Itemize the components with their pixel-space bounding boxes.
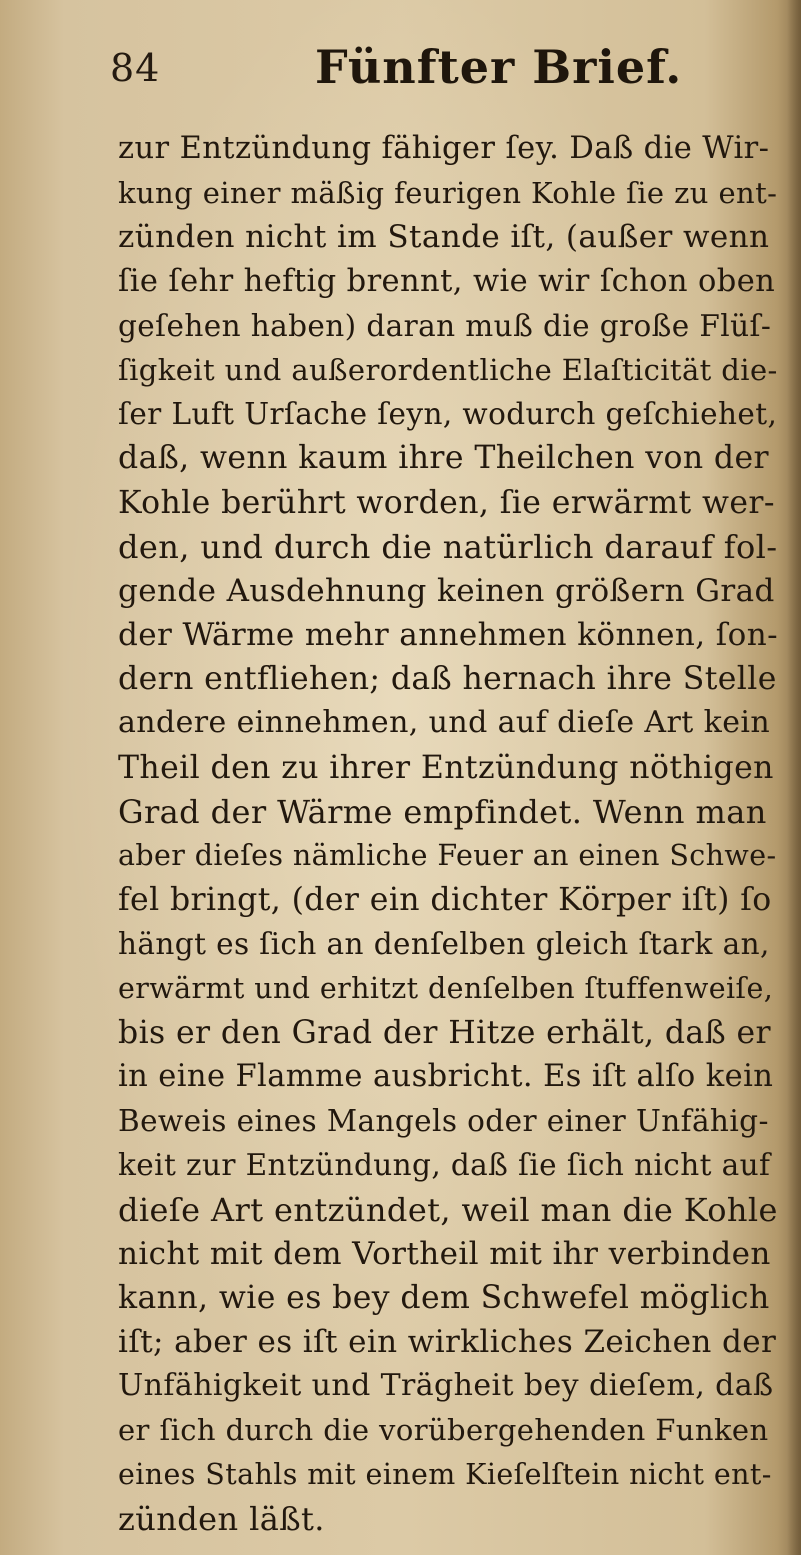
text-line: Grad der Wärme empfindet. Wenn man <box>118 792 767 831</box>
text-line: kung einer mäßig feurigen Kohle ſie zu ent- <box>118 176 778 211</box>
text-line: ſigkeit und außerordentliche Elaſticität die- <box>118 352 778 387</box>
text-line: zünden nicht im Stande iſt, (außer wenn <box>118 219 770 256</box>
body-text <box>118 127 778 1541</box>
text-line: Theil den zu ihrer Entzündung nöthigen <box>118 749 774 786</box>
text-line: aber dieſes nämliche Feuer an einen Schwe- <box>118 839 777 872</box>
text-line: Kohle berührt worden, ſie erwärmt wer- <box>118 484 775 521</box>
text-line: dieſe Art entzündet, weil man die Kohle <box>118 1190 778 1229</box>
text-line: hängt es ſich an denſelben gleich ſtark an, <box>118 927 770 962</box>
page-number: 84 <box>110 46 161 90</box>
text-line: in eine Flamme ausbricht. Es iſt alſo kein <box>118 1058 774 1094</box>
text-line: keit zur Entzündung, daß ſie ſich nicht auf <box>118 1148 771 1183</box>
text-line: ſer Luft Urſache ſeyn, wodurch geſchiehet, <box>118 397 778 432</box>
text-line: Beweis eines Mangels oder einer Unfähig- <box>118 1104 769 1139</box>
text-line: zur Entzündung fähiger ſey. Daß die Wir- <box>118 131 770 166</box>
text-line: Unfähigkeit und Trägheit bey dieſem, daß <box>118 1368 774 1404</box>
text-line: andere einnehmen, und auf dieſe Art kein <box>118 705 771 741</box>
page-header <box>110 40 730 100</box>
text-line: den, und durch die natürlich darauf fol- <box>118 527 778 566</box>
text-line: erwärmt und erhitzt denſelben ſtuffenweiſe, <box>118 971 774 1005</box>
text-line: geſehen haben) daran muß die große Flüſ- <box>118 308 772 343</box>
text-line: nicht mit dem Vortheil mit ihr verbinden <box>118 1235 771 1272</box>
text-line: er ſich durch die vorübergehenden Funken <box>118 1413 769 1448</box>
text-line: ſie ſehr heftig brennt, wie wir ſchon oben <box>118 263 776 299</box>
text-line: bis er den Grad der Hitze erhält, daß er <box>118 1014 771 1051</box>
text-line: eines Stahls mit einem Kieſelſtein nicht ent- <box>118 1457 772 1491</box>
running-title: Fünfter Brief. <box>315 40 683 94</box>
text-line: kann, wie es bey dem Schwefel möglich <box>118 1279 770 1316</box>
text-line: zünden läßt. <box>118 1499 325 1538</box>
text-line: fel bringt, (der ein dichter Körper iſt) ſo <box>118 882 772 919</box>
text-line: iſt; aber es iſt ein wirkliches Zeichen der <box>118 1324 777 1361</box>
text-line: gende Ausdehnung keinen größern Grad <box>118 572 775 609</box>
text-line: daß, wenn kaum ihre Theilchen von der <box>118 440 769 477</box>
text-line: dern entfliehen; daß hernach ihre Stelle <box>118 661 777 698</box>
text-line: der Wärme mehr annehmen können, ſon- <box>118 617 778 654</box>
page-edge-shadow <box>787 0 801 1555</box>
